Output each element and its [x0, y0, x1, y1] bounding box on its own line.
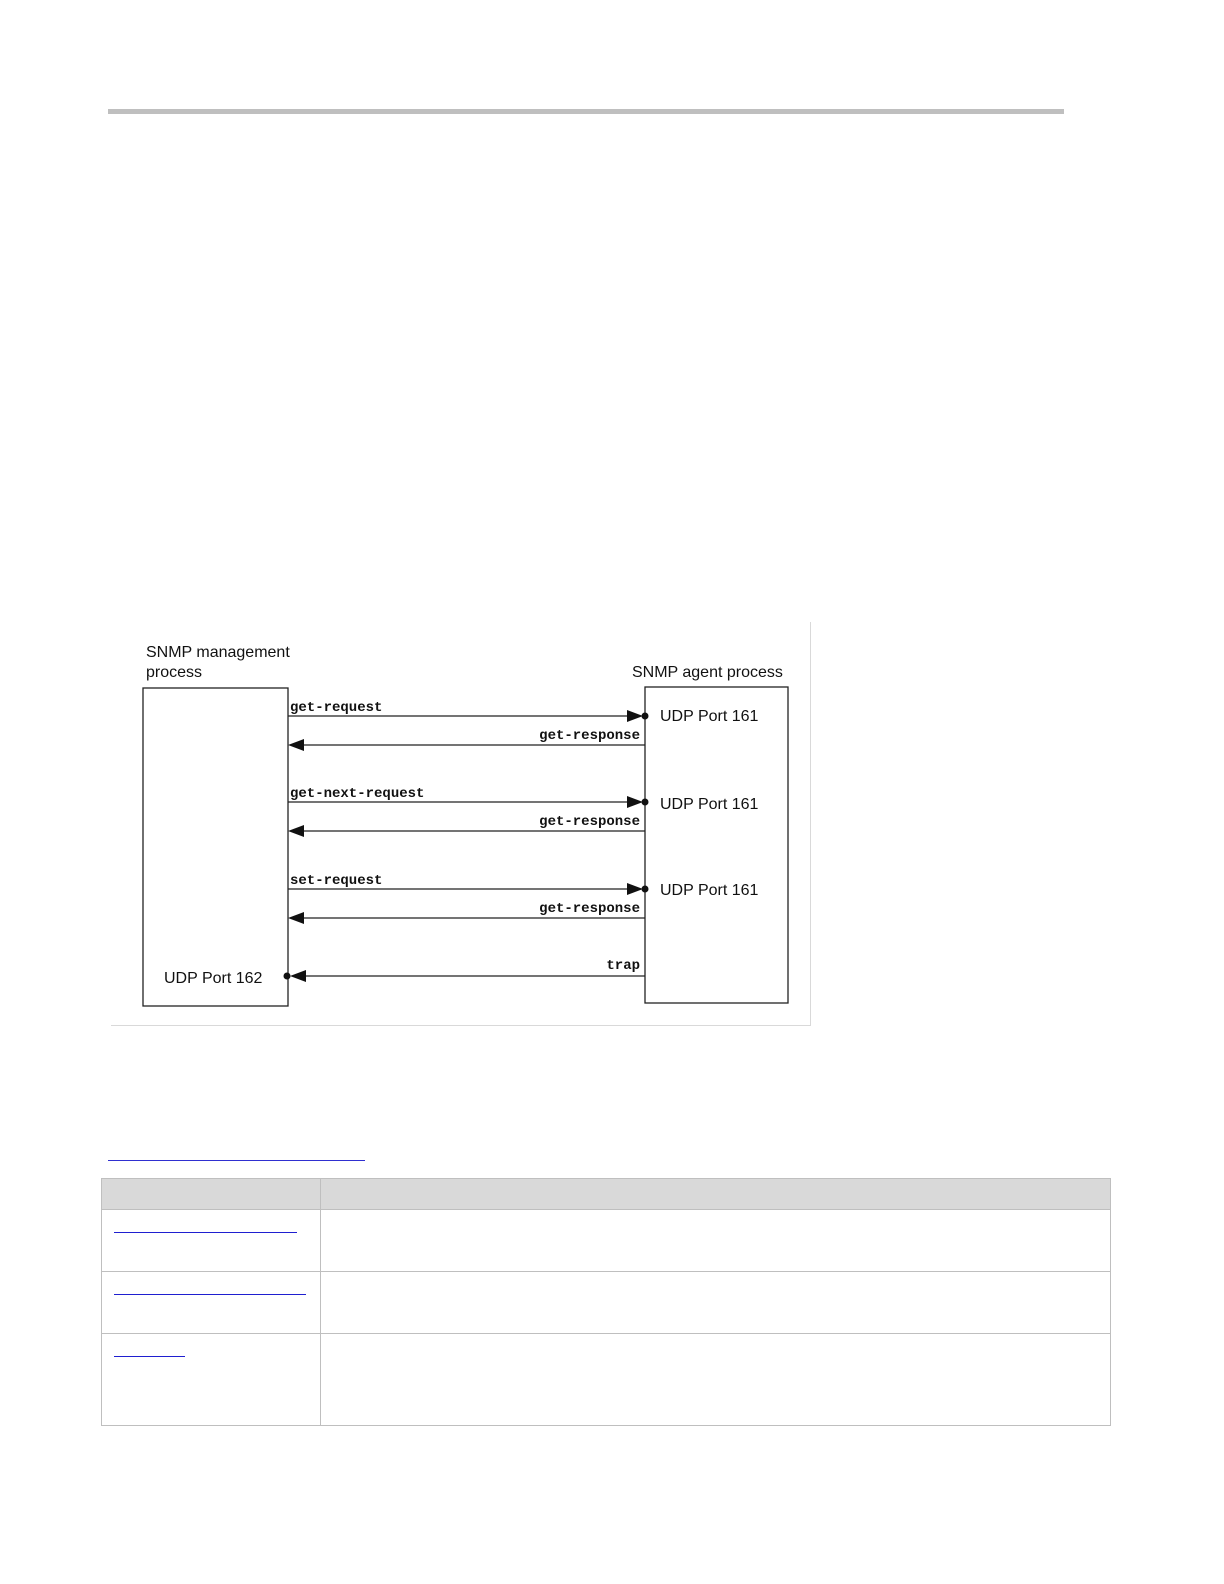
- section-link-underline[interactable]: [108, 1160, 365, 1161]
- feature-link-1[interactable]: [114, 1232, 297, 1233]
- feature-table: [101, 1178, 1111, 1426]
- table-cell-description: [321, 1210, 1111, 1272]
- msg-get-request: get-request: [290, 700, 383, 716]
- agent-port-label-2: UDP Port 161: [660, 796, 759, 813]
- arrowhead-set-request: [627, 883, 643, 895]
- agent-process-box: [645, 687, 788, 1003]
- table-header-cell-1: [102, 1179, 321, 1210]
- table-cell-feature: [102, 1272, 321, 1334]
- msg-get-next-request: get-next-request: [290, 786, 425, 802]
- feature-link-3[interactable]: [114, 1356, 185, 1357]
- table-row: [102, 1210, 1111, 1272]
- manager-process-box: [143, 688, 288, 1006]
- agent-title: SNMP agent process: [632, 664, 783, 681]
- msg-set-request: set-request: [290, 873, 383, 889]
- msg-get-response-1: get-response: [539, 728, 640, 744]
- feature-link-2[interactable]: [114, 1294, 306, 1295]
- manager-title-line1: SNMP management: [146, 644, 290, 661]
- table-cell-description: [321, 1272, 1111, 1334]
- dot-port-161-b: [642, 799, 649, 806]
- agent-port-label-1: UDP Port 161: [660, 708, 759, 725]
- arrowhead-get-response-2: [288, 825, 304, 837]
- table-header-cell-2: [321, 1179, 1111, 1210]
- table-cell-description: [321, 1334, 1111, 1426]
- arrowhead-trap: [290, 970, 306, 982]
- table-header-row: [102, 1179, 1111, 1210]
- table-row: [102, 1334, 1111, 1426]
- arrowhead-get-next-request: [627, 796, 643, 808]
- arrowhead-get-response-3: [288, 912, 304, 924]
- dot-port-161-c: [642, 886, 649, 893]
- msg-trap: trap: [606, 958, 640, 974]
- msg-get-response-2: get-response: [539, 814, 640, 830]
- table-row: [102, 1272, 1111, 1334]
- arrowhead-get-response-1: [288, 739, 304, 751]
- arrowhead-get-request: [627, 710, 643, 722]
- table-cell-feature: [102, 1334, 321, 1426]
- dot-port-162: [284, 973, 291, 980]
- manager-title-line2: process: [146, 664, 203, 681]
- header-rule: [108, 109, 1064, 114]
- manager-port-label: UDP Port 162: [164, 970, 263, 987]
- table-cell-feature: [102, 1210, 321, 1272]
- agent-port-label-3: UDP Port 161: [660, 882, 759, 899]
- snmp-diagram-svg: [111, 622, 811, 1026]
- msg-get-response-3: get-response: [539, 901, 640, 917]
- snmp-diagram: [111, 622, 811, 1026]
- dot-port-161-a: [642, 713, 649, 720]
